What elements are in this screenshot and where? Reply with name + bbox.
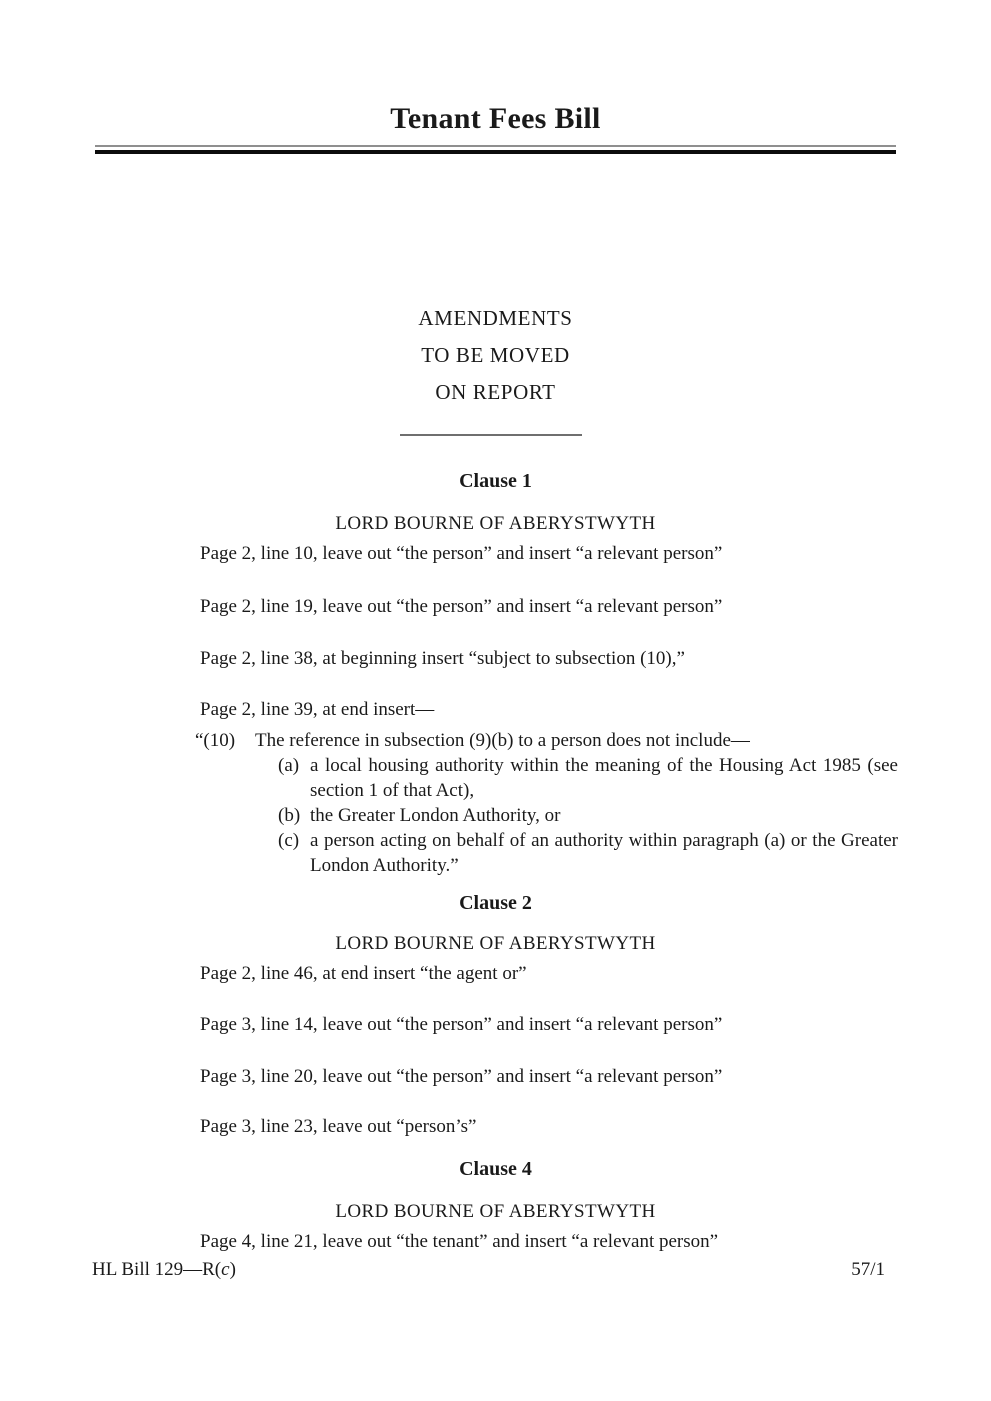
amendment-text: Page 4, line 21, leave out “the tenant” and insert “a relevant person” xyxy=(200,1231,719,1252)
subsection-item-text: a person acting on behalf of an authority within paragraph (a) or the Greater London Authority.” xyxy=(310,830,898,876)
subsection-item-text: a local housing authority within the meaning of the Housing Act 1985 (see section 1 of that Act), xyxy=(310,755,898,801)
footer-bill-suffix: ) xyxy=(229,1259,236,1280)
subsection-item-a xyxy=(278,753,898,803)
subsection-item-text: the Greater London Authority, or xyxy=(310,805,561,826)
footer-bill-prefix: HL Bill 129—R( xyxy=(92,1259,222,1280)
footer-page-number: 57/1 xyxy=(851,1259,885,1280)
subsection-item-label: (b) xyxy=(278,805,301,826)
title-rule-thin xyxy=(95,145,896,147)
amendment-text: Page 2, line 19, leave out “the person” and insert “a relevant person” xyxy=(200,596,723,617)
amendment-text: Page 3, line 14, leave out “the person” and insert “a relevant person” xyxy=(200,1014,723,1035)
separator-rule xyxy=(400,434,582,436)
subsection-item-b xyxy=(278,803,898,828)
mover-name-4: LORD BOURNE OF ABERYSTWYTH xyxy=(335,1201,656,1222)
subsection-intro: The reference in subsection (9)(b) to a person does not include— xyxy=(255,730,750,751)
page-title: Tenant Fees Bill xyxy=(390,102,601,135)
amendment-text: Page 3, line 23, leave out “person’s” xyxy=(200,1116,477,1137)
amendment-text: Page 2, line 38, at beginning insert “subject to subsection (10),” xyxy=(200,648,685,669)
amendment-text: Page 2, line 39, at end insert— xyxy=(200,699,435,720)
mover-name-1: LORD BOURNE OF ABERYSTWYTH xyxy=(335,513,656,534)
subsection-item-label: (a) xyxy=(278,755,300,776)
heading-line-to-be-moved: TO BE MOVED xyxy=(421,343,570,367)
amendment-text: Page 3, line 20, leave out “the person” and insert “a relevant person” xyxy=(200,1066,723,1087)
title-rule-thick xyxy=(95,150,896,154)
clause-heading-1: Clause 1 xyxy=(459,470,532,492)
heading-line-on-report: ON REPORT xyxy=(435,380,556,404)
footer-bill-number xyxy=(92,1258,236,1282)
amendment-text: Page 2, line 10, leave out “the person” and insert “a relevant person” xyxy=(200,543,723,564)
inserted-subsection xyxy=(0,728,898,878)
heading-line-amendments: AMENDMENTS xyxy=(418,306,573,330)
clause-heading-4: Clause 4 xyxy=(459,1158,532,1180)
amendments-heading xyxy=(0,300,991,411)
subsection-item-c xyxy=(278,828,898,878)
subsection-item-label: (c) xyxy=(278,830,300,851)
mover-name-2: LORD BOURNE OF ABERYSTWYTH xyxy=(335,933,656,954)
clause-heading-2: Clause 2 xyxy=(459,892,532,914)
subsection-number: “(10) xyxy=(195,730,236,751)
amendment-text: Page 2, line 46, at end insert “the agent or” xyxy=(200,963,527,984)
footer-bill-italic: c xyxy=(221,1259,230,1280)
subsection-intro-row xyxy=(195,728,898,753)
